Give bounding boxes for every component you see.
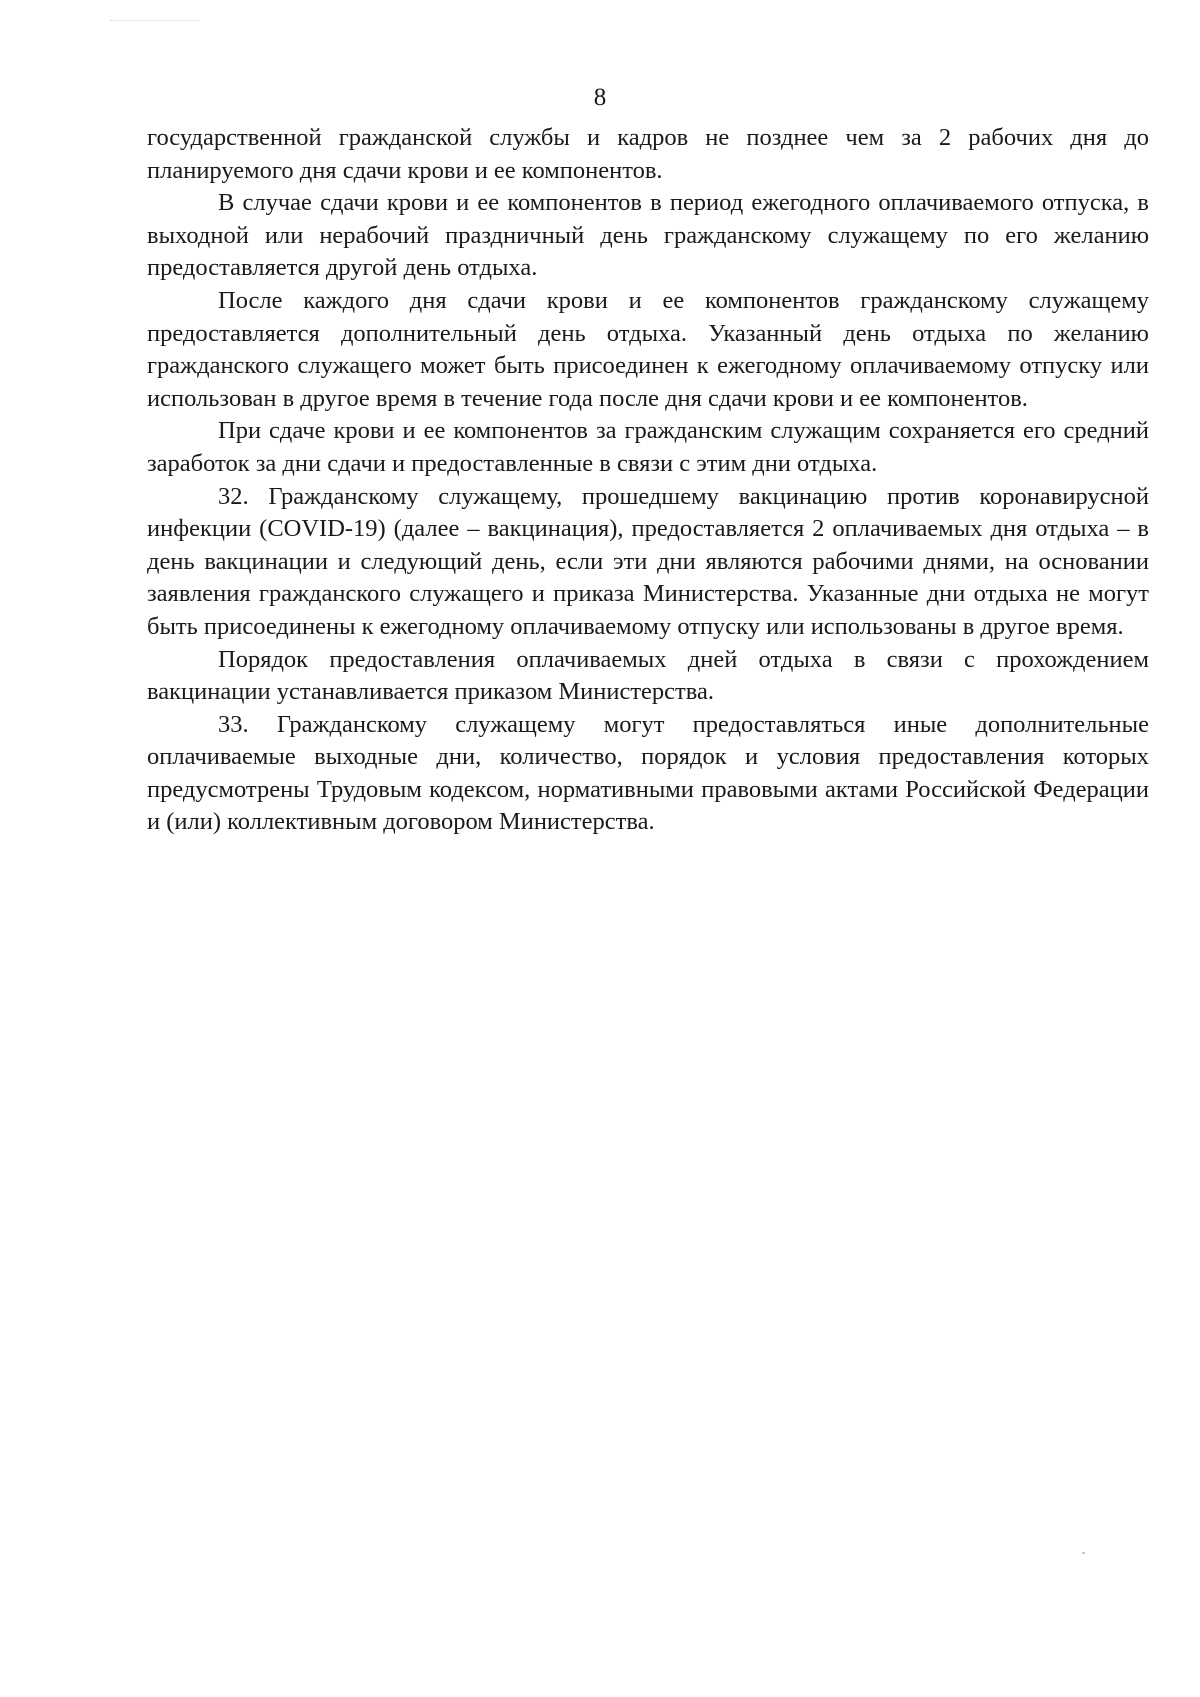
paragraph-average-earnings: При сдаче крови и ее компонентов за гражданским служащим сохраняется его средний заработок за дни сдачи и предоставленные в связи с этим дни отдыха. [147,417,1149,477]
paragraph-additional-rest-day: После каждого дня сдачи крови и ее компонентов гражданскому служащему предоставляется дополнительный день отдыха. Указанный день отдыха по желанию гражданского служащего может быть присоединен к ежегодному оплачиваемому отпуску или использован в другое время в течение года после дня сдачи крови и ее компонентов. [147,286,1149,412]
scan-artifact [110,20,200,23]
paragraph-33-additional-days: 33. Гражданскому служащему могут предоставляться иные дополнительные оплачиваемые выходные дни, количество, порядок и условия предоставления которых предусмотрены Трудовым кодексом, нормативными правовыми актами Российской Федерации и (или) коллективным договором Министерства. [147,710,1149,836]
page-number: 8 [593,84,607,111]
paragraph-vaccination-procedure: Порядок предоставления оплачиваемых дней отдыха в связи с прохождением вакцинации устанавливается приказом Министерства. [147,645,1149,706]
paragraph-blood-donation-vacation: В случае сдачи крови и ее компонентов в период ежегодного оплачиваемого отпуска, в выходной или нерабочий праздничный день гражданскому служащему по его желанию предоставляется другой день отдыха. [147,189,1149,282]
paragraph-continuation: государственной гражданской службы и кадров не позднее чем за 2 рабочих дня до планируемого дня сдачи крови и ее компонентов. [147,124,1149,184]
document-body [147,122,1149,839]
scan-artifact [1082,1552,1085,1554]
paragraph-32-vaccination: 32. Гражданскому служащему, прошедшему вакцинацию против коронавирусной инфекции (COVID-19) (далее – вакцинация), предоставляется 2 оплачиваемых дня отдыха – в день вакцинации и следующий день, если эти дни являются рабочими днями, на основании заявления гражданского служащего и приказа Министерства. Указанные дни отдыха не могут быть присоединены к ежегодному оплачиваемому отпуску или использованы в другое время. [147,482,1149,640]
